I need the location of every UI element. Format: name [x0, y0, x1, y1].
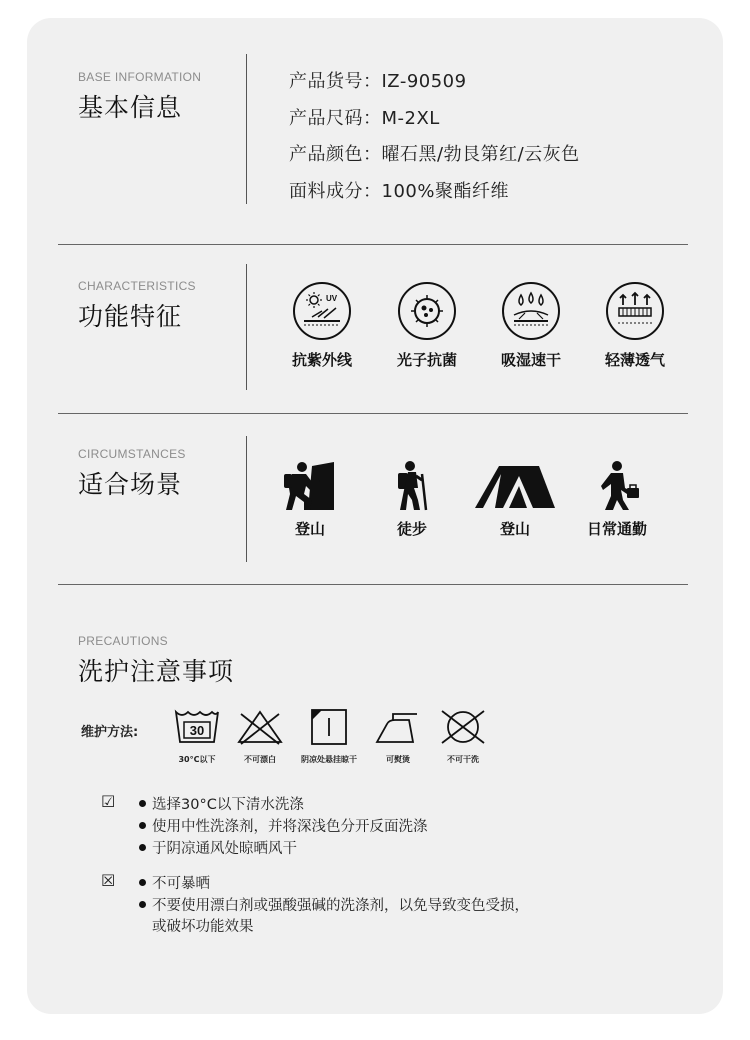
do-item: 选择30°C以下清水洗涤 [139, 793, 304, 814]
divider-horizontal [58, 413, 688, 414]
svg-text:UV: UV [326, 294, 338, 303]
care-line-dry [289, 708, 369, 765]
feature-label: 轻薄透气 [604, 351, 665, 369]
info-row-color [289, 140, 580, 166]
info-value: 100%聚酯纤维 [381, 181, 509, 202]
bullet-dot [139, 879, 146, 886]
climbing-icon [282, 460, 338, 512]
base-info-section [27, 18, 723, 244]
care-label: 阴凉处悬挂晾干 [301, 755, 357, 764]
care-no-bleach [220, 708, 300, 765]
info-label: 面料成分： [289, 181, 382, 202]
uv-protection-icon [292, 281, 352, 341]
do-item: 使用中性洗涤剂，并将深浅色分开反面洗涤 [139, 815, 428, 836]
divider-horizontal [58, 584, 688, 585]
scene-hiking [362, 460, 462, 539]
info-label: 产品货号： [289, 71, 382, 92]
antibacterial-icon [397, 281, 457, 341]
characteristics-en-title: CHARACTERISTICS [78, 279, 196, 293]
bullet-dot [139, 800, 146, 807]
care-method-label: 维护方法: [81, 725, 139, 740]
breathable-icon [605, 281, 665, 341]
divider-horizontal [58, 244, 688, 245]
info-row-fabric [289, 177, 509, 203]
crossed-box-icon: ☒ [101, 871, 116, 890]
no-dry-clean-icon [438, 708, 488, 746]
scene-commute [567, 460, 667, 539]
divider-vertical [246, 436, 247, 562]
feature-breathable [590, 281, 680, 370]
checked-box-icon: ☑ [101, 792, 116, 811]
circumstances-en-title: CIRCUMSTANCES [78, 447, 186, 461]
line-dry-shade-icon [304, 708, 354, 746]
care-label: 30°C以下 [178, 755, 216, 764]
scene-climbing [260, 460, 360, 539]
hiking-icon [384, 460, 440, 512]
feature-quick-dry [486, 281, 576, 370]
care-label: 不可干洗 [447, 755, 479, 764]
dont-item: 不要使用漂白剂或强酸强碱的洗涤剂，以免导致变色受损， [139, 894, 529, 915]
care-label: 不可漂白 [244, 755, 276, 764]
info-label: 产品尺码： [289, 108, 382, 129]
base-info-title: 基本信息 [78, 93, 183, 122]
svg-text:30: 30 [189, 723, 205, 738]
scene-label: 日常通勤 [586, 520, 647, 538]
base-info-en-title: BASE INFORMATION [78, 70, 202, 84]
info-row-size [289, 104, 440, 130]
feature-label: 光子抗菌 [396, 351, 457, 369]
bullet-dot [139, 844, 146, 851]
do-item: 于阴凉通风处晾晒风干 [139, 837, 297, 858]
no-bleach-icon [235, 708, 285, 746]
characteristics-title: 功能特征 [78, 302, 183, 331]
dont-item: 不可暴晒 [139, 872, 210, 893]
divider-vertical [246, 264, 247, 390]
tent-icon [473, 460, 557, 512]
feature-label: 吸湿速干 [500, 351, 561, 369]
feature-uv [277, 281, 367, 370]
feature-antibacterial [382, 281, 472, 370]
info-value: IZ-90509 [381, 71, 467, 92]
bullet-dot [139, 901, 146, 908]
info-value: 曜石黑/勃艮第红/云灰色 [381, 144, 580, 165]
scene-camping [465, 460, 565, 539]
wash-30-icon [172, 708, 222, 746]
precautions-en-title: PRECAUTIONS [78, 634, 168, 648]
scene-label: 徒步 [396, 520, 427, 538]
precautions-title: 洗护注意事项 [78, 657, 235, 686]
spec-card [27, 18, 723, 1014]
divider-vertical [246, 54, 247, 204]
info-value: M-2XL [381, 108, 440, 129]
quick-dry-icon [501, 281, 561, 341]
iron-icon [373, 708, 423, 746]
info-label: 产品颜色： [289, 144, 382, 165]
bullet-dot [139, 822, 146, 829]
dont-item-continuation: 或破坏功能效果 [152, 919, 254, 935]
feature-label: 抗紫外线 [291, 351, 352, 369]
care-label: 可熨烫 [386, 755, 410, 764]
commute-icon [589, 460, 645, 512]
care-no-dry-clean [423, 708, 503, 765]
scene-label: 登山 [499, 520, 530, 538]
scene-label: 登山 [294, 520, 325, 538]
circumstances-title: 适合场景 [78, 470, 183, 499]
info-row-sku [289, 67, 467, 93]
